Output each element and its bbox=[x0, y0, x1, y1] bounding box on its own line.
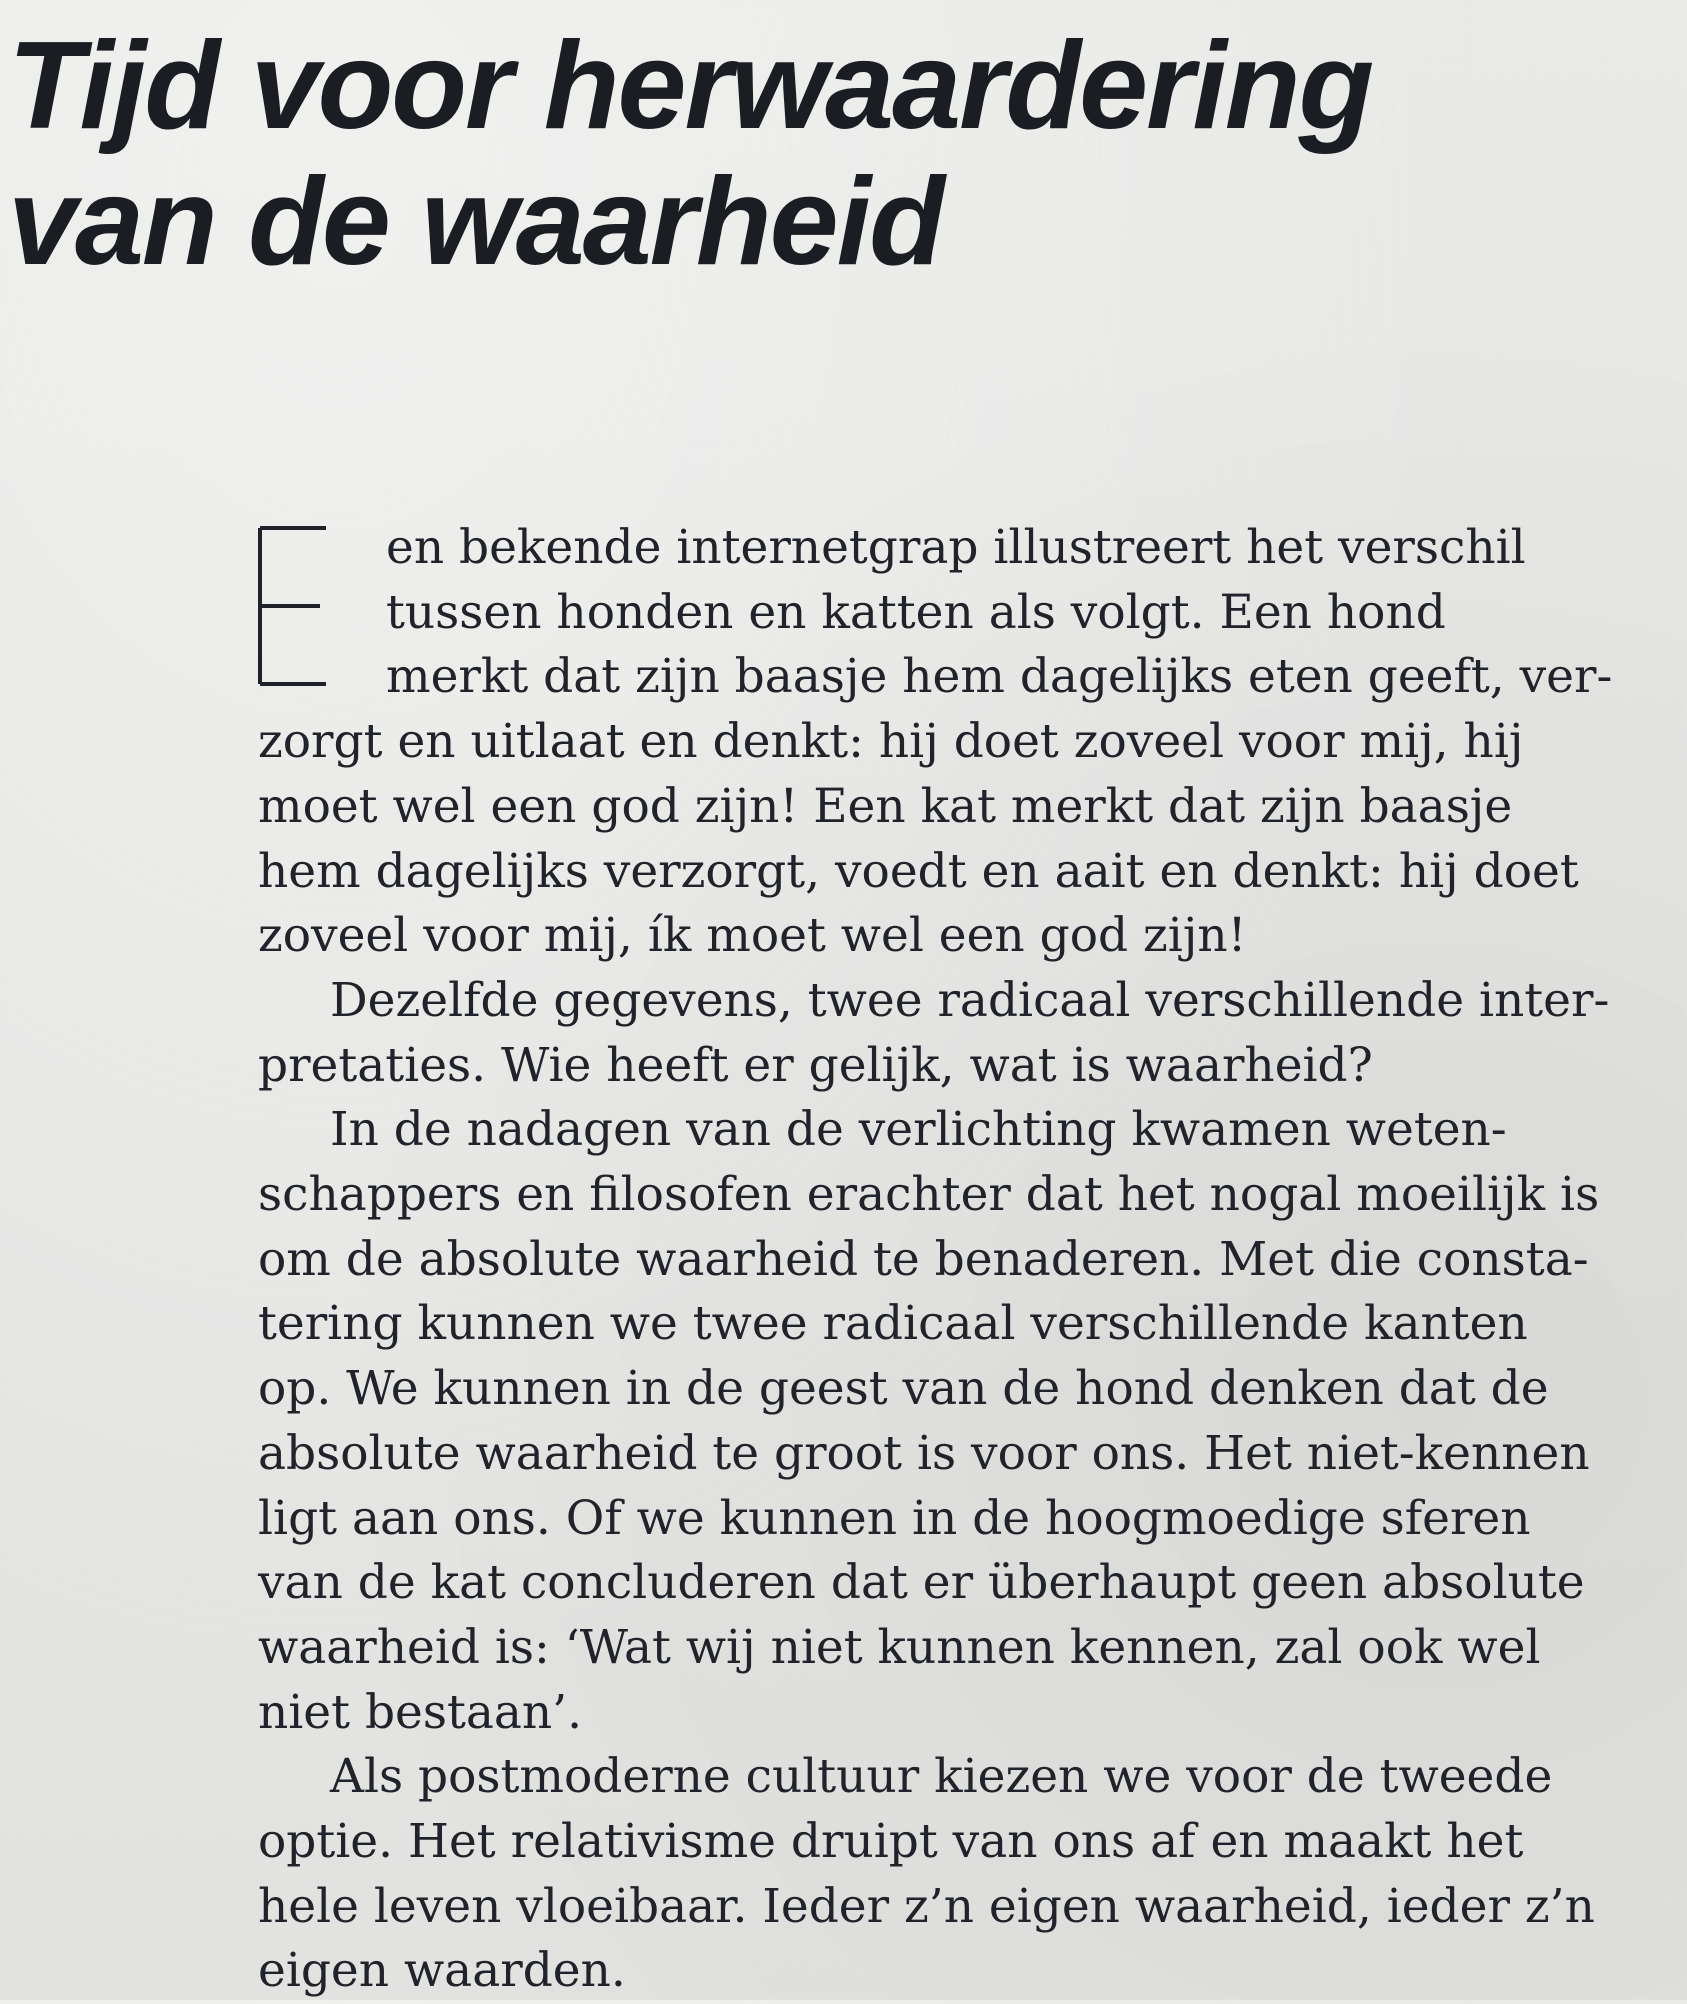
paragraph-1 bbox=[258, 516, 1658, 969]
text-line: Als postmoderne cultuur kiezen we voor de tweede bbox=[330, 1749, 1553, 1805]
dropcap-letter bbox=[258, 526, 328, 686]
text-line: schappers en filosofen erachter dat het nogal moeilijk is bbox=[258, 1167, 1600, 1223]
text-line: zorgt en uitlaat en denkt: hij doet zoveel voor mij, hij bbox=[258, 714, 1524, 770]
dropcap-glyph bbox=[258, 526, 328, 686]
headline bbox=[8, 18, 1648, 290]
text-line: van de kat concluderen dat er überhaupt geen absolute bbox=[258, 1555, 1585, 1611]
text-line: In de nadagen van de verlichting kwamen weten- bbox=[330, 1102, 1507, 1158]
text-line: hele leven vloeibaar. Ieder z’n eigen waarheid, ieder z’n bbox=[258, 1878, 1595, 1934]
text-line: en bekende internetgrap illustreert het verschil bbox=[386, 520, 1526, 575]
text-line: hem dagelijks verzorgt, voedt en aait en denkt: hij doet bbox=[258, 843, 1579, 899]
text-line: op. We kunnen in de geest van de hond denken dat de bbox=[258, 1361, 1549, 1417]
text-line: ligt aan ons. Of we kunnen in de hoogmoedige sferen bbox=[258, 1490, 1531, 1546]
headline-line-1: Tijd voor herwaardering bbox=[8, 17, 1373, 155]
text-line: om de absolute waarheid te benaderen. Met die consta- bbox=[258, 1231, 1589, 1287]
text-line: niet bestaan’. bbox=[258, 1684, 583, 1740]
text-line: absolute waarheid te groot is voor ons. Het niet-kennen bbox=[258, 1425, 1590, 1481]
text-line: pretaties. Wie heeft er gelijk, wat is waarheid? bbox=[258, 1037, 1373, 1093]
text-line: Dezelfde gegevens, twee radicaal verschillende inter- bbox=[330, 972, 1610, 1028]
text-line: tering kunnen we twee radicaal verschillende kanten bbox=[258, 1296, 1528, 1352]
text-line: merkt dat zijn baasje hem dagelijks eten geeft, ver- bbox=[386, 649, 1613, 705]
text-line: optie. Het relativisme druipt van ons af en maakt het bbox=[258, 1814, 1524, 1870]
paragraph-3 bbox=[258, 1098, 1658, 1745]
paragraph-4 bbox=[258, 1745, 1658, 2004]
text-line: tussen honden en katten als volgt. Een hond bbox=[386, 584, 1446, 640]
text-line: waarheid is: ‘Wat wij niet kunnen kennen, zal ook wel bbox=[258, 1619, 1541, 1675]
article-body bbox=[258, 516, 1658, 2004]
headline-line-2: van de waarheid bbox=[8, 153, 943, 291]
text-line: eigen waarden. bbox=[258, 1943, 626, 1999]
text-line: moet wel een god zijn! Een kat merkt dat zijn baasje bbox=[258, 778, 1513, 834]
text-line: zoveel voor mij, ík moet wel een god zijn! bbox=[258, 908, 1247, 964]
paragraph-2 bbox=[258, 969, 1658, 1098]
